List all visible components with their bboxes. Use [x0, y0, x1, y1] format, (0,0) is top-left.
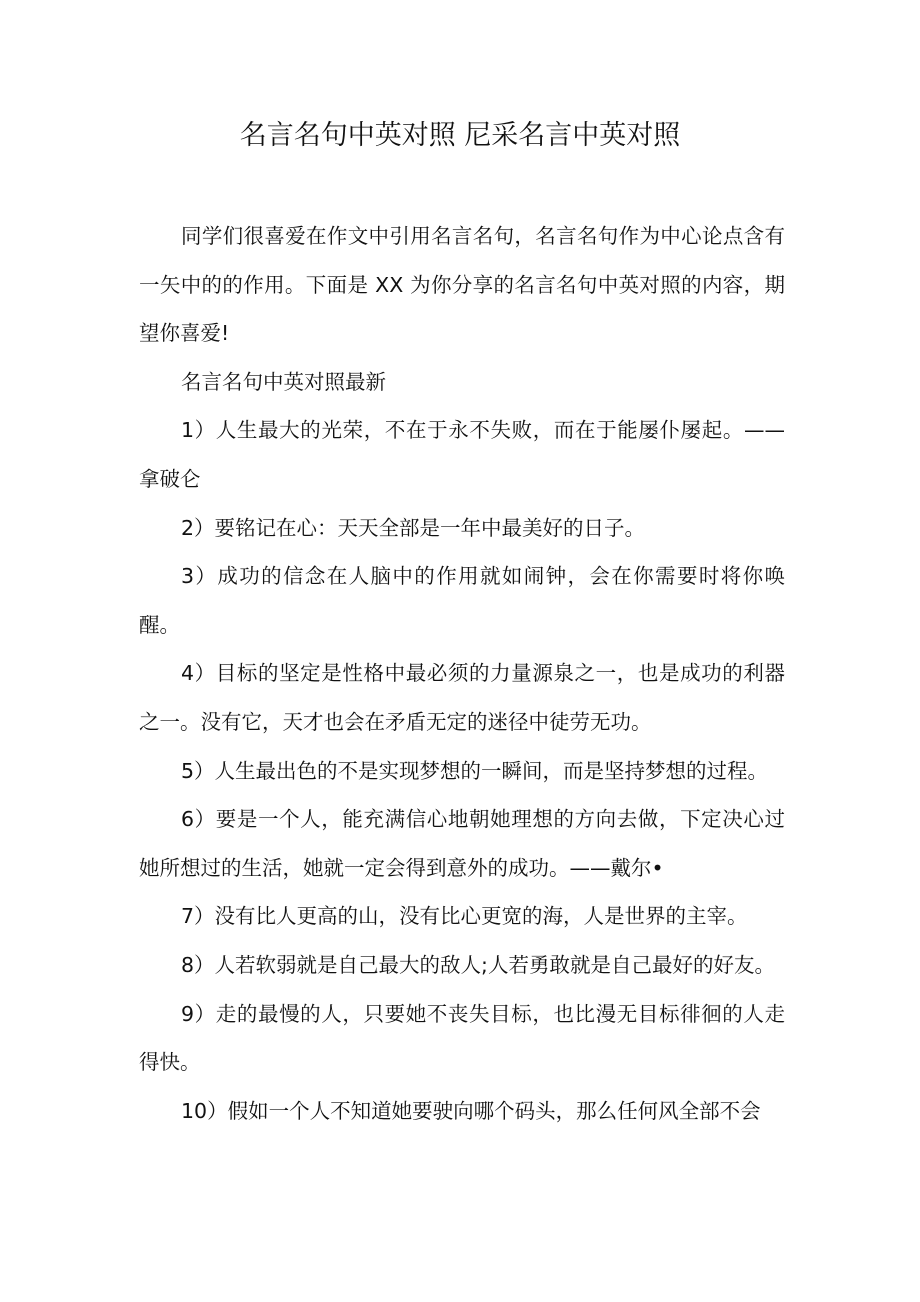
quote-item: 7）没有比人更高的山，没有比心更宽的海，人是世界的主宰。: [181, 904, 748, 929]
quote-item: 5）人生最出色的不是实现梦想的一瞬间，而是坚持梦想的过程。: [181, 758, 769, 783]
document-body: [139, 212, 785, 1135]
quote-item: 9）走的最慢的人，只要她不丧失目标，也比漫无目标徘徊的人走得快。: [139, 1001, 785, 1075]
document-title: 名言名句中英对照 尼采名言中英对照: [239, 120, 681, 151]
quote-item: 10）假如一个人不知道她要驶向哪个码头，那么任何风全部不会: [181, 1098, 761, 1123]
section-heading: 名言名句中英对照最新: [181, 369, 386, 394]
quote-item: 2）要铭记在心：天天全部是一年中最美好的日子。: [181, 515, 646, 540]
quote-item: 4）目标的坚定是性格中最必须的力量源泉之一，也是成功的利器之一。没有它，天才也会在矛盾无定的迷径中徒劳无功。: [139, 661, 785, 734]
quote-item: 6）要是一个人，能充满信心地朝她理想的方向去做，下定决心过她所想过的生活，她就一定会得到意外的成功。——戴尔•: [139, 807, 785, 880]
quote-item: 1）人生最大的光荣，不在于永不失败，而在于能屡仆屡起。——拿破仑: [139, 418, 785, 491]
intro-paragraph: 同学们很喜爱在作文中引用名言名句，名言名句作为中心论点含有一矢中的的作用。下面是 XX 为你分享的名言名句中英对照的内容，期望你喜爱!: [139, 224, 785, 346]
quote-item: 3）成功的信念在人脑中的作用就如闹钟，会在你需要时将你唤醒。: [139, 564, 785, 637]
quote-item: 8）人若软弱就是自己最大的敌人;人若勇敢就是自己最好的好友。: [181, 952, 775, 977]
